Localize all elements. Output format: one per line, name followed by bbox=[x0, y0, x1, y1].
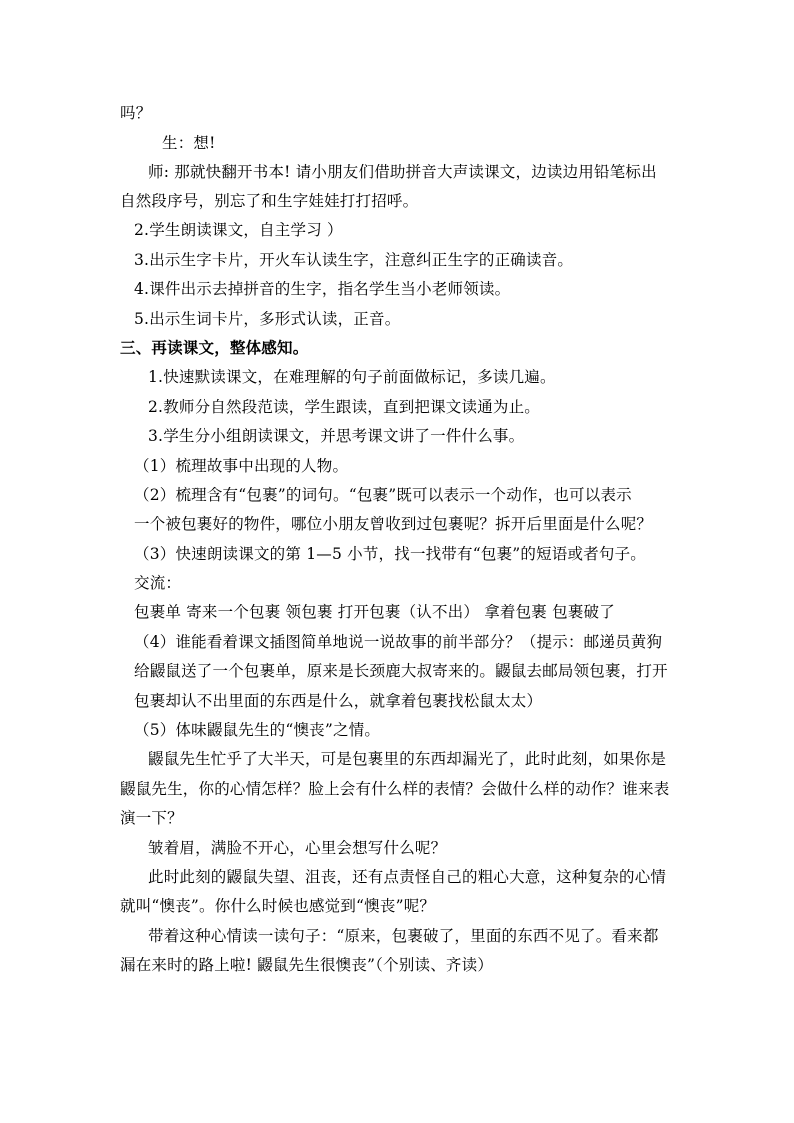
text-line: 3.学生分小组朗读课文，并思考课文讲了一件什么事。 bbox=[148, 427, 525, 445]
text-line: 交流： bbox=[134, 574, 182, 592]
section-heading: 三、再读课文，整体感知。 bbox=[120, 338, 309, 357]
text-line: 5.出示生词卡片，多形式认读，正音。 bbox=[134, 310, 401, 328]
text-line: 就叫“懊丧”。你什么时候也感觉到“懊丧”呢？ bbox=[120, 897, 436, 915]
text-line: 皱着眉，满脸不开心，心里会想写什么呢？ bbox=[148, 839, 447, 857]
text-line: 2.学生朗读课文，自主学习 ） bbox=[134, 221, 343, 239]
text-line: 吗？ bbox=[120, 104, 152, 122]
text-line: 漏在来时的路上啦! 鼹鼠先生很懊丧”（个别读、齐读） bbox=[120, 956, 494, 974]
text-line: 鼹鼠先生忙乎了大半天，可是包裹里的东西却漏光了，此时此刻，如果你是 bbox=[148, 750, 667, 768]
text-line: 4.课件出示去掉拼音的生字，指名学生当小老师领读。 bbox=[134, 280, 511, 298]
text-line: 鼹鼠先生，你的心情怎样？脸上会有什么样的表情？会做什么样的动作？谁来表 bbox=[120, 780, 670, 798]
text-line: 师: 那就快翻开书本! 请小朋友们借助拼音大声读课文，边读边用铅笔标出 bbox=[148, 163, 657, 181]
text-line: 2.教师分自然段范读，学生跟读，直到把课文读通为止。 bbox=[148, 398, 540, 416]
text-line: 一个被包裹好的物件，哪位小朋友曾收到过包裹呢？拆开后里面是什么呢？ bbox=[134, 515, 653, 533]
text-line: 自然段序号，别忘了和生字娃娃打打招呼。 bbox=[120, 192, 419, 210]
text-line: （5）体味鼹鼠先生的“懊丧”之情。 bbox=[134, 721, 381, 739]
text-line: （3）快速朗读课文的第 1—5 小节，找一找带有“包裹”的短语或者句子。 bbox=[134, 545, 646, 563]
text-line: 包裹却认不出里面的东西是什么，就拿着包裹找松鼠太太） bbox=[134, 692, 543, 710]
text-line: （4）谁能看着课文插图简单地说一说故事的前半部分？（提示：邮递员黄狗 bbox=[134, 633, 663, 651]
text-line: （1）梳理故事中出现的人物。 bbox=[134, 457, 349, 475]
text-line: 1.快速默读课文，在难理解的句子前面做标记，多读几遍。 bbox=[148, 368, 556, 386]
text-line: 带着这种心情读一读句子：“原来，包裹破了，里面的东西不见了。看来都 bbox=[148, 927, 659, 945]
text-line: 演一下？ bbox=[120, 809, 183, 827]
text-line: 生：想! bbox=[162, 134, 216, 152]
text-line: 包裹单 寄来一个包裹 领包裹 打开包裹（认不出） 拿着包裹 包裹破了 bbox=[134, 603, 615, 621]
text-line: 给鼹鼠送了一个包裹单，原来是长颈鹿大叔寄来的。鼹鼠去邮局领包裹，打开 bbox=[134, 662, 668, 680]
text-line: 此时此刻的鼹鼠失望、沮丧，还有点责怪自己的粗心大意，这种复杂的心情 bbox=[148, 868, 667, 886]
text-line: （2）梳理含有“包裹”的词句。“包裹”既可以表示一个动作，也可以表示 bbox=[134, 486, 632, 504]
text-line: 3.出示生字卡片，开火车认读生字，注意纠正生字的正确读音。 bbox=[134, 251, 574, 269]
